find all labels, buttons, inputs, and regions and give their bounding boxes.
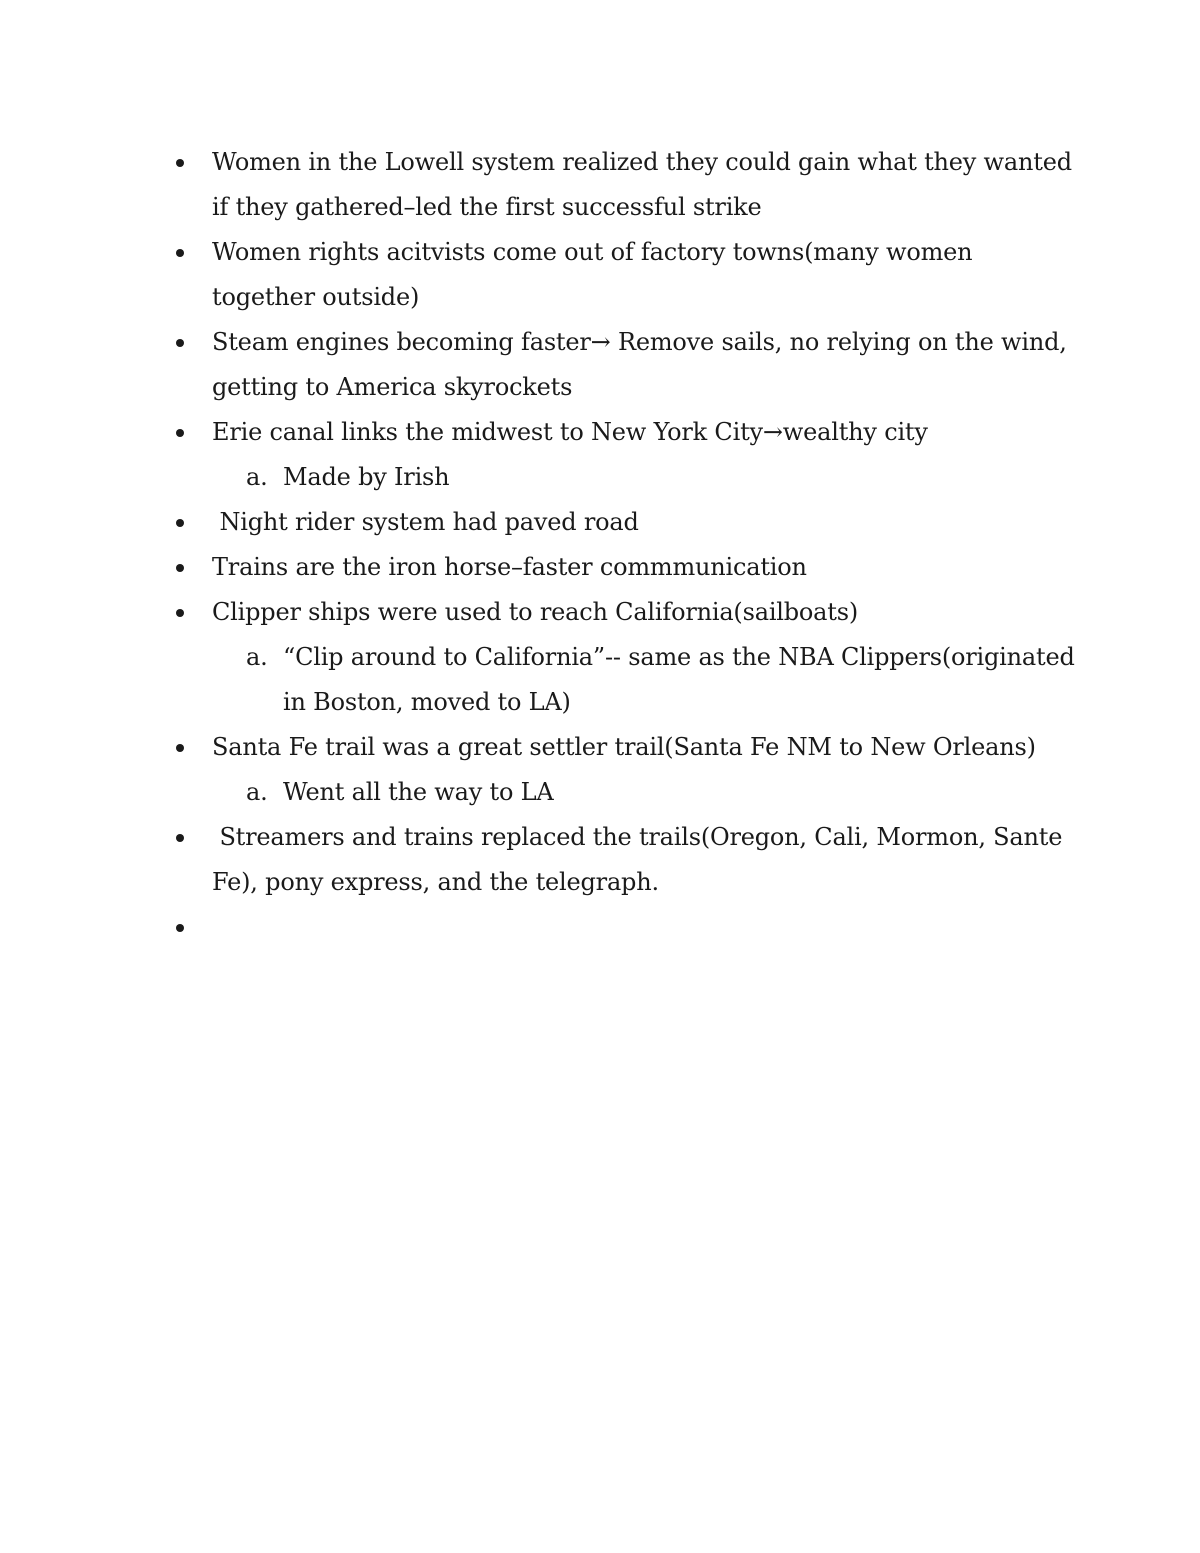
list-item-text: Trains are the iron horse–faster commmunication [212,553,807,581]
list-item [176,815,1076,905]
list-item-empty [176,905,1076,950]
sub-list-item [176,635,1076,725]
list-item [176,140,1076,230]
list-item-text: Night rider system had paved road [212,508,639,536]
bullet-icon [176,249,184,257]
list-item-text: Santa Fe trail was a great settler trail(Santa Fe NM to New Orleans) [212,733,1036,761]
bullet-icon [176,159,184,167]
list-item-text: Women rights acitvists come out of factory towns(many women together outside) [212,238,973,311]
list-item-text: Streamers and trains replaced the trails(Oregon, Cali, Mormon, Sante Fe), pony express, and the telegraph. [212,823,1070,896]
bullet-icon [176,429,184,437]
sub-list-item-text: “Clip around to California”-- same as the NBA Clippers(originated in Boston, moved to LA) [283,643,1075,716]
sub-list-item [176,770,1076,815]
list-item-text: Steam engines becoming faster→ Remove sails, no relying on the wind, getting to America skyrockets [212,328,1067,401]
bullet-list [176,140,1076,950]
list-item [176,725,1076,770]
list-item-text: Clipper ships were used to reach California(sailboats) [212,598,859,626]
bullet-icon [176,564,184,572]
bullet-icon [176,834,184,842]
sub-list-item-text: Went all the way to LA [283,778,554,806]
list-item [176,410,1076,455]
list-item [176,545,1076,590]
list-item-text: Women in the Lowell system realized they could gain what they wanted if they gathered–led the first successful strike [212,148,1072,221]
bullet-icon [176,609,184,617]
list-item [176,320,1076,410]
sub-list-marker: a. [246,643,268,671]
list-item [176,590,1076,635]
list-item-text: Erie canal links the midwest to New York City→wealthy city [212,418,928,446]
list-item [176,230,1076,320]
sub-list-item [176,455,1076,500]
bullet-icon [176,744,184,752]
sub-list-marker: a. [246,778,268,806]
sub-list-item-text: Made by Irish [283,463,450,491]
bullet-icon [176,339,184,347]
list-item [176,500,1076,545]
bullet-icon [176,519,184,527]
sub-list-marker: a. [246,463,268,491]
bullet-icon [176,924,184,932]
